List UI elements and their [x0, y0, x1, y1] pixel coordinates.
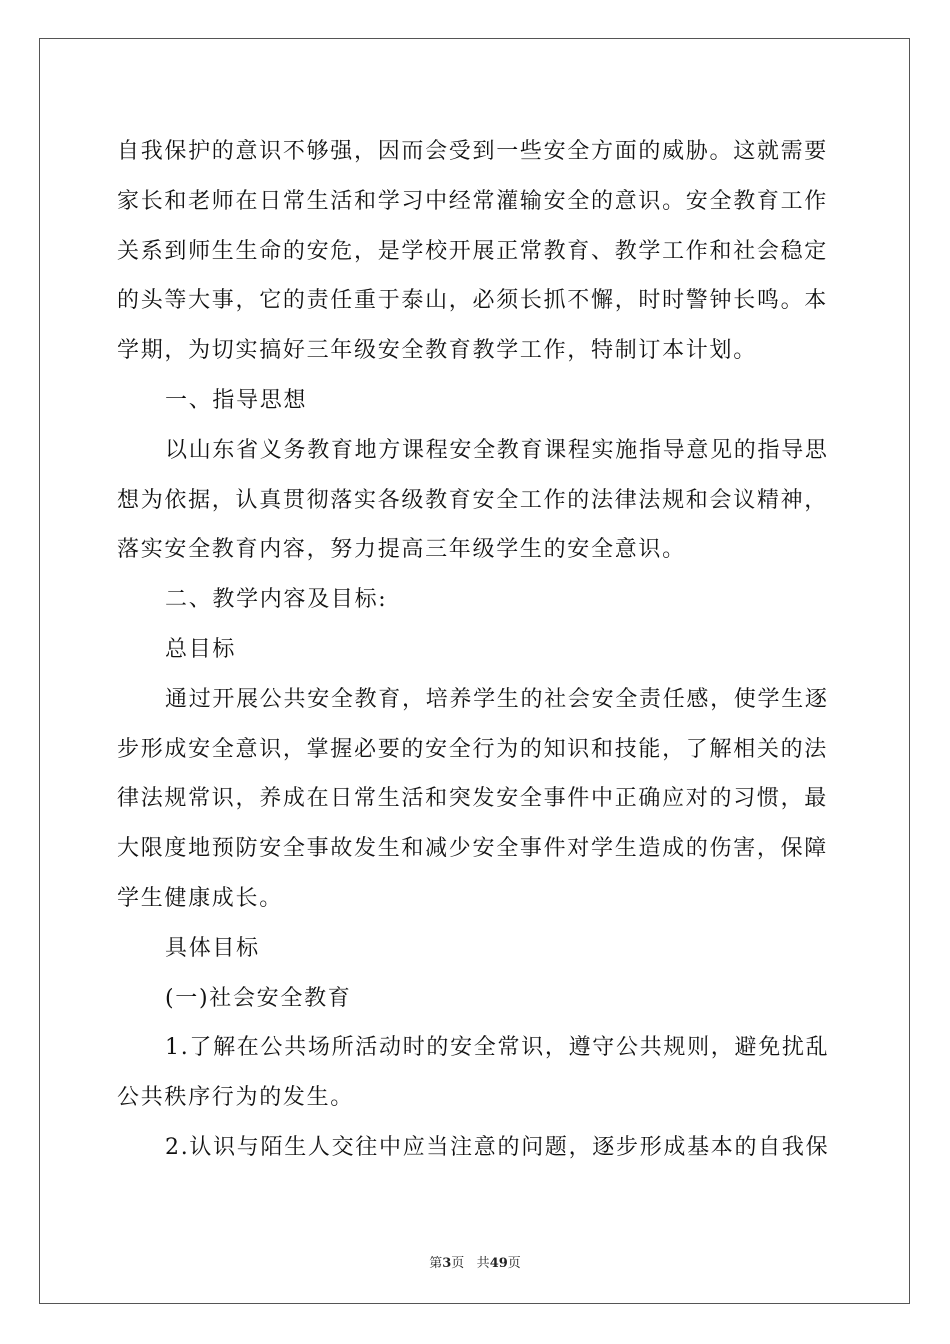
heading-teaching-content: 二、教学内容及目标: [165, 587, 388, 613]
paragraph-guiding-ideology: 以山东省义务教育地方课程安全教育课程实施指导意见的指导思想为依据，认真贯彻落实各级教育安全工作的法律法规和会议精神，落实安全教育内容，努力提高三年级学生的安全意识。 [117, 437, 829, 563]
heading-overall-goal: 总目标 [165, 636, 237, 662]
heading-specific-goals: 具体目标 [165, 935, 260, 961]
total-suffix: 页 [507, 1256, 521, 1271]
paragraph-overall-goal: 通过开展公共安全教育，培养学生的社会安全责任感，使学生逐步形成安全意识，掌握必要的安全行为的知识和技能，了解相关的法律法规常识，养成在日常生活和突发安全事件中正确应对的习惯，最大限度地预防安全事故发生和减少安全事件对学生造成的伤害，保障学生健康成长。 [117, 686, 829, 911]
paragraph-intro-continued: 自我保护的意识不够强，因而会受到一些安全方面的威胁。这就需要家长和老师在日常生活和学习中经常灌输安全的意识。安全教育工作关系到师生生命的安危，是学校开展正常教育、教学工作和社会稳定的头等大事，它的责任重于泰山，必须长抓不懈，时时警钟长鸣。本学期，为切实搞好三年级安全教育教学工作，特制订本计划。 [117, 139, 829, 364]
list-item-2: 2.认识与陌生人交往中应当注意的问题，逐步形成基本的自我保 [165, 1134, 830, 1160]
heading-social-safety: (一)社会安全教育 [165, 985, 352, 1011]
total-pages: 49 [489, 1256, 508, 1271]
page-footer [0, 1252, 950, 1271]
document-body [117, 127, 833, 1173]
total-prefix: 共 [476, 1256, 490, 1271]
page-number: 3 [442, 1256, 452, 1271]
page-prefix: 第 [429, 1256, 443, 1271]
heading-guiding-ideology: 一、指导思想 [165, 387, 308, 413]
page-suffix: 页 [451, 1256, 465, 1271]
list-item-1: 1.了解在公共场所活动时的安全常识，遵守公共规则，避免扰乱公共秩序行为的发生。 [117, 1035, 830, 1111]
